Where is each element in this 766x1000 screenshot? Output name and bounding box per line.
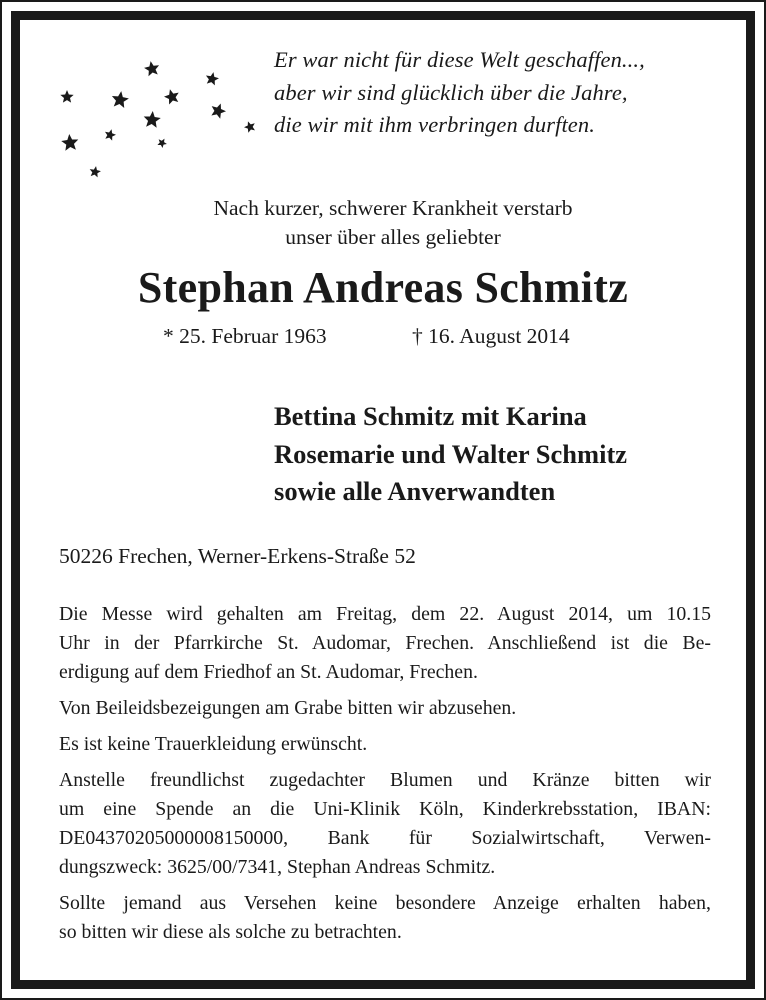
- birth-date: * 25. Februar 1963: [163, 324, 327, 348]
- text-line: Uhr in der Pfarrkirche St. Audomar, Frechen. Anschließend ist die Be-: [59, 632, 711, 654]
- star-shape: [157, 139, 166, 148]
- motto-quote: [274, 44, 744, 142]
- deceased-name: Stephan Andreas Schmitz: [137, 263, 629, 312]
- stars-icon: [50, 55, 270, 185]
- text-line: Es ist keine Trauerkleidung erwünscht.: [59, 733, 368, 755]
- text-line: Anstelle freundlichst zugedachter Blumen und Kränze bitten wir: [59, 769, 711, 791]
- motto-line: die wir mit ihm verbringen durften.: [274, 112, 595, 137]
- star-shape: [206, 72, 219, 85]
- mourner-line: sowie alle Anverwandten: [274, 476, 556, 506]
- motto-line: aber wir sind glücklich über die Jahre,: [274, 79, 628, 105]
- mourners-list: [274, 398, 627, 511]
- star-shape: [144, 61, 159, 76]
- text-line: um eine Spende an die Uni-Klinik Köln, Kinderkrebsstation, IBAN:: [59, 798, 711, 820]
- attire-paragraph: [59, 730, 711, 759]
- star-shape: [244, 121, 255, 132]
- motto-line: Er war nicht für diese Welt geschaffen...,: [274, 47, 645, 72]
- donation-paragraph: [59, 766, 711, 882]
- condolences-paragraph: [59, 694, 711, 723]
- text-line: dungszweck: 3625/00/7341, Stephan Andreas Schmitz.: [59, 856, 496, 878]
- star-shape: [60, 90, 73, 103]
- notice-paragraph: [59, 889, 711, 947]
- star-shape: [144, 111, 161, 128]
- intro-line-1: Nach kurzer, schwerer Krankheit verstarb: [213, 196, 573, 220]
- intro-line-2: unser über alles geliebter: [285, 225, 501, 249]
- mass-paragraph: [59, 600, 711, 687]
- star-shape: [211, 103, 226, 118]
- star-shape: [90, 166, 101, 177]
- text-line: Die Messe wird gehalten am Freitag, dem 22. August 2014, um 10.15: [59, 603, 711, 625]
- text-line: Sollte jemand aus Versehen keine besondere Anzeige erhalten haben,: [59, 892, 711, 914]
- body-text: [59, 600, 711, 954]
- text-line: so bitten wir diese als solche zu betrachten.: [59, 921, 402, 943]
- mourner-line: Rosemarie und Walter Schmitz: [274, 438, 628, 469]
- mourner-line: Bettina Schmitz mit Karina: [274, 401, 587, 431]
- address: 50226 Frechen, Werner-Erkens-Straße 52: [59, 544, 416, 568]
- star-shape: [112, 91, 129, 108]
- star-shape: [105, 129, 116, 140]
- star-shape: [61, 134, 78, 151]
- death-date: † 16. August 2014: [412, 324, 570, 348]
- text-line: Von Beileidsbezeigungen am Grabe bitten wir abzusehen.: [59, 697, 517, 719]
- star-shape: [164, 89, 179, 104]
- text-line: DE04370205000008150000, Bank für Sozialwirtschaft, Verwen-: [59, 827, 711, 849]
- text-line: erdigung auf dem Friedhof an St. Audomar, Frechen.: [59, 661, 478, 683]
